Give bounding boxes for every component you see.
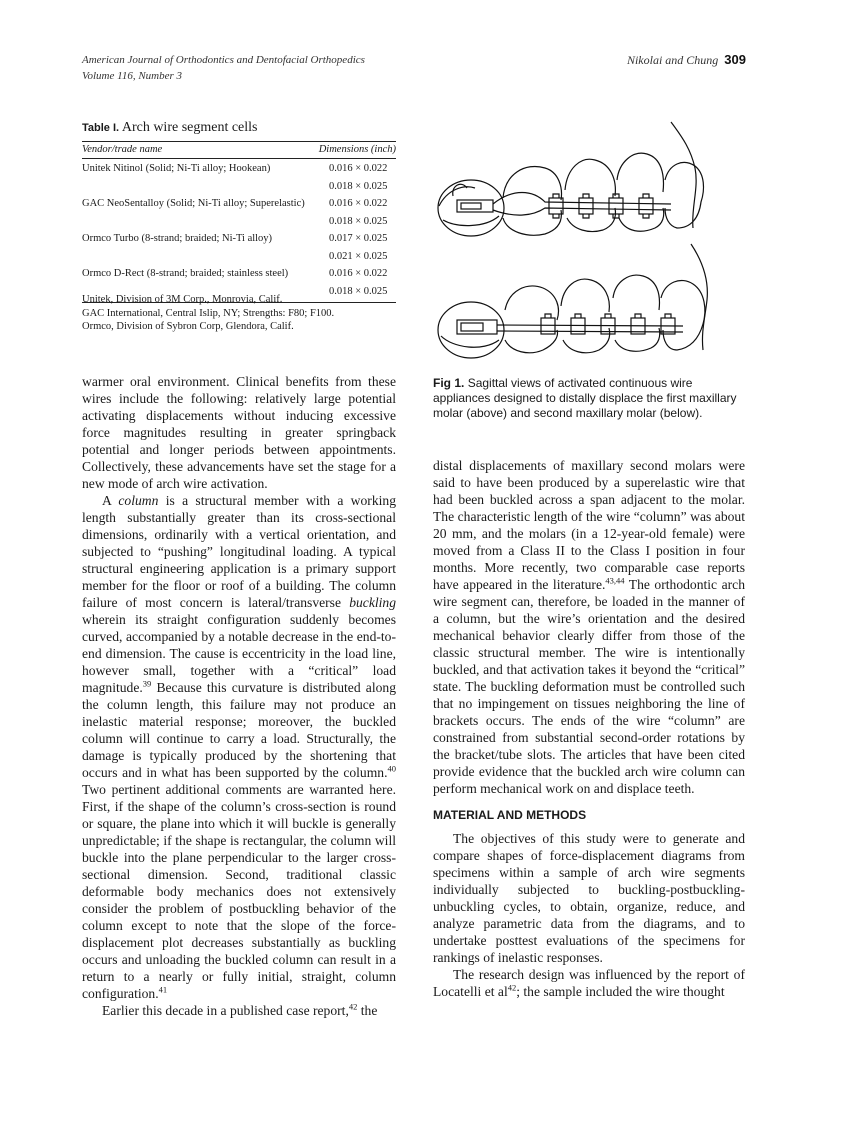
- citation: 41: [158, 984, 168, 995]
- journal-title: American Journal of Orthodontics and Dentofacial Orthopedics: [82, 54, 365, 66]
- lower-arch-drawing: [438, 244, 707, 358]
- table-row: [82, 177, 396, 195]
- cell-dims: 0.016 × 0.022: [329, 163, 388, 174]
- table-footnotes: [82, 293, 334, 334]
- paragraph: The objectives of this study were to generate and compare shapes of force-displacement diagrams from specimens within a sample of arch wire segments individually subjected to buckling-postbuckling-unbuckling cycles, to obtain, organize, reduce, and analyze parametric data from the diagrams, and to undertake posttest evaluations of the specimens for rankings of inelastic responses.: [433, 831, 745, 965]
- table-row: [82, 194, 396, 212]
- table-label: Table I.: [82, 122, 120, 134]
- wire-table: [82, 141, 396, 303]
- paragraph: warmer oral environment. Clinical benefits from these wires include the following: relatively large potential activating displacements without inducing excessive force magnitudes resulting in greater springback potential and longer periods between appointments. Collectively, these advancements have set the stage for a new mode of arch wire activation.: [82, 374, 396, 491]
- upper-arch-drawing: [438, 122, 703, 236]
- figure-label: Fig 1.: [433, 376, 465, 390]
- paragraph: A column is a structural member with a working length substantially greater than its cross-sectional dimensions, ordinarily with a vertical orientation, and subjected to “pushing” longitudinal loading. A typical structural engineering application is a primary support member for the floor or roof of a building. The column failure of most concern is lateral/transverse buckling wherein its straight configuration suddenly becomes curved, accompanied by a notable decrease in the end-to-end dimension. The cause is eccentricity in the load line, however small, together with a “critical” load magnitude.$^{39}$ Because this curvature is distributed along the column length, this failure may not produce an inelastic material response; moreover, the buckled column will continue to carry a load. Structurally, the damage is typically produced by the shortening that occurs and in what has been supported by the column.$^{40}$ Two pertinent additional comments are warranted here. First, if the shape of the column’s cross-section is round or square, the plane into which it will buckle is generally unpredictable; if the shape is rectangular, the column will buckle into the plane perpendicular to the larger cross-sectional dimension. Second, traditional classic deformable body mechanics does not extensively consider the problem of postbuckling behavior of the column except to note that the slope of the force-displacement plot decreases substantially as buckling occurs and unloading the buckled column can result in a return to a nearly or fully initial, straight, column configuration.$^{41}$: [82, 493, 396, 1001]
- section-heading: MATERIAL AND METHODS: [433, 808, 587, 822]
- term-buckling: buckling: [349, 595, 396, 610]
- body-column-right: [433, 457, 745, 1000]
- paragraph: Earlier this decade in a published case report,$^{42}$ the: [102, 1001, 378, 1018]
- page-number: 309: [724, 52, 746, 67]
- cell-dims: 0.017 × 0.025: [329, 233, 388, 244]
- running-header-page: [627, 52, 746, 68]
- term-column: column: [118, 493, 159, 508]
- column-header-vendor: Vendor/trade name: [82, 144, 163, 155]
- paragraph: The research design was influenced by the report of Locatelli et $al^{42}$; the sample included the wire thought: [433, 967, 745, 999]
- paragraph: distal displacements of maxillary second molars were said to have been produced by a superelastic wire that had been buckled across a span adjacent to the molar. The characteristic length of the wire “column” was about 20 mm, and the molars (in a 12-year-old female) were moved from a Class II to the Class I position in four months. More recently, two comparable case reports have appeared in the literature.$^{43,44}$ The orthodontic arch wire segment can, therefore, be loaded in the manner of a column, but the wire’s orientation and the desired mechanical behavior clearly differ from those of the classic structural member. The wire is intentionally buckled, and that activation takes it beyond the “critical” state. The buckling deformation must be controlled such that no impingement on tissues neighboring the line of brackets occurs. The ends of the wire “column” are constrained from substantial second-order rotations by the bracket/tube slots. The articles that have been cited provide evidence that the buckled arch wire column can perform mechanical work on and displace teeth.: [433, 458, 745, 796]
- figure-1-illustration: [433, 118, 751, 363]
- figure-caption: [433, 376, 749, 421]
- table-header-row: [82, 142, 396, 159]
- running-header-journal: [82, 52, 365, 84]
- authors: Nikolai and Chung: [626, 53, 719, 67]
- cell-vendor: Unitek Nitinol (Solid; Ni-Ti alloy; Hookean): [82, 163, 271, 174]
- journal-volume: Volume 116, Number 3: [82, 70, 183, 82]
- cell-dims: 0.018 × 0.025: [329, 215, 388, 227]
- citation: 39: [142, 678, 152, 689]
- body-column-left: [82, 373, 396, 1019]
- table-title: [82, 120, 258, 136]
- cell-dims: 0.016 × 0.022: [329, 268, 388, 279]
- cell-vendor: GAC NeoSentalloy (Solid; Ni-Ti alloy; Superelastic): [82, 198, 305, 209]
- cell-vendor: Ormco Turbo (8-strand; braided; Ni-Ti alloy): [82, 233, 273, 244]
- cell-dims: 0.018 × 0.025: [329, 285, 388, 297]
- arch-wire-upper: [671, 122, 696, 228]
- cell-dims: 0.016 × 0.022: [329, 198, 388, 209]
- citation: 42: [507, 982, 517, 993]
- cell-vendor: Ormco D-Rect (8-strand; braided; stainless steel): [82, 268, 289, 279]
- citation: 42: [348, 1001, 358, 1012]
- footnote: GAC International, Central Islip, NY; Strengths: F80; F100.: [82, 307, 335, 319]
- figure-caption-text: Sagittal views of activated continuous wire appliances designed to distally displace the first maxillary molar (above) and second maxillary molar (below).: [433, 376, 737, 420]
- table-row: [82, 264, 396, 282]
- citation: 43,44: [605, 575, 625, 586]
- table-caption: Arch wire segment cells: [121, 120, 258, 135]
- cell-dims: 0.018 × 0.025: [329, 180, 388, 192]
- footnote: Unitek, Division of 3M Corp., Monrovia, Calif.: [82, 294, 283, 305]
- table-row: [82, 212, 396, 230]
- table-row: [82, 247, 396, 265]
- citation: 40: [387, 763, 396, 774]
- column-header-dimensions: Dimensions (inch): [318, 144, 396, 155]
- footnote: Ormco, Division of Sybron Corp, Glendora, Calif.: [82, 321, 294, 332]
- cell-dims: 0.021 × 0.025: [329, 250, 388, 262]
- table-row: [82, 229, 396, 247]
- table-row: [82, 159, 396, 177]
